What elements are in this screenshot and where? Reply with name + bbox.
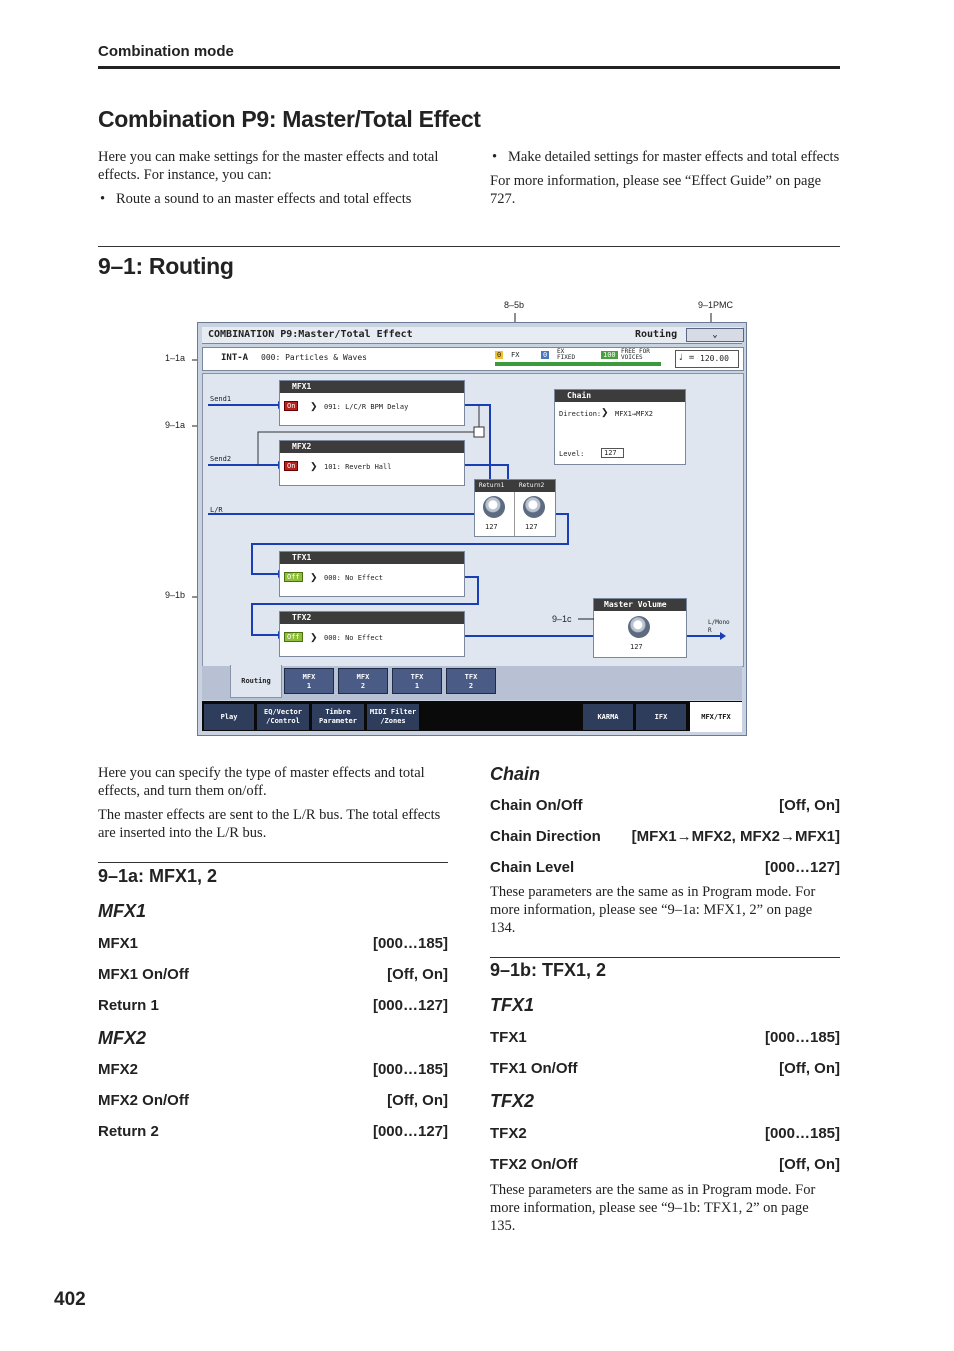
param-row [98,966,448,997]
param-name: Return 1 [98,997,159,1014]
tab-mfx1[interactable] [284,668,334,694]
master-volume-value: 127 [630,643,643,651]
param-name: TFX2 On/Off [490,1156,578,1173]
param-row [490,859,840,883]
return1-knob[interactable] [483,496,505,518]
param-name: TFX1 [490,1029,527,1046]
tfx2-select-icon[interactable]: ❯ [310,632,318,642]
tfx2-title: TFX2 [280,612,464,624]
tfx1-select-icon[interactable]: ❯ [310,572,318,582]
tab-ifx-label: IFX [654,713,668,721]
heading-tfx2: TFX2 [490,1091,535,1111]
lr-label: L/R [210,506,223,514]
fx-label: FX [511,351,520,359]
returns-box [474,479,556,537]
tab-karma[interactable] [583,704,633,730]
left-para-1: Here you can specify the type of master effects and total effects, and turn them on/off. [98,765,425,799]
tab-routing[interactable] [230,665,282,698]
chain-title[interactable]: Chain [555,390,685,402]
tab-tfx2-l2: 2 [468,682,474,690]
return2-label: Return2 [519,482,545,489]
tfx1-title: TFX1 [280,552,464,564]
chain-level-label: Level: [559,450,585,458]
param-range: [000…185] [372,935,448,952]
param-name: MFX1 [98,935,139,952]
callout-9-1c: 9–1c [552,614,572,624]
intro-para: Here you can make settings for the master effects and total effects. For instance, you can: [98,149,439,183]
param-range: [000…185] [764,1125,840,1142]
param-row [98,1061,448,1092]
tfx-note: These parameters are the same as in Program mode. For more information, please see “9–1b: TFX1, 2” on page 135. [490,1182,816,1234]
param-row [98,1123,448,1154]
tab-mfx-tfx[interactable] [690,702,742,732]
tfx2-params [490,1125,840,1180]
heading-tfx1: TFX1 [490,995,535,1015]
heading-mfx2: MFX2 [98,1028,147,1048]
intro-bullet-2: • Make detailed settings for master effects and total effects [490,148,840,166]
callout-9-1a: 9–1a [165,420,186,430]
returns-divider [514,492,515,536]
param-name: Chain Direction [490,828,601,845]
mfx1-box [279,380,465,426]
mfx2-on-toggle[interactable]: On [284,461,298,471]
param-row [490,828,840,859]
mfx1-on-toggle[interactable]: On [284,401,298,411]
tab-play[interactable] [204,704,254,730]
mfx2-effect[interactable]: 101: Reverb Hall [324,463,392,471]
param-row [98,1092,448,1123]
chevron-down-icon: ⌄ [712,330,718,340]
page-title: Combination P9: Master/Total Effect [98,106,481,132]
chain-level-value[interactable]: 127 [601,448,624,458]
tab-timbre-l2: Parameter [319,717,357,725]
param-range: [000…127] [372,1123,448,1140]
heading-mfx1: MFX1 [98,901,147,921]
param-name: Chain On/Off [490,797,583,814]
send2-label: Send2 [210,455,232,463]
bank-label[interactable]: INT-A [221,353,249,363]
param-name: Chain Level [490,859,575,876]
mfx1-title: MFX1 [280,381,464,393]
heading-9-1a: 9–1a: MFX1, 2 [98,866,218,886]
chain-box [554,389,686,465]
tab-midi-l2: /Zones [380,717,406,725]
tab-mfxtfx-label: MFX/TFX [701,713,731,721]
tab-eq-l1: EQ/Vector [264,708,302,716]
fixed-label: EX FIXED [557,348,576,361]
section-title: 9–1: Routing [98,253,234,279]
rule-9-1b [490,957,840,958]
left-para-2: The master effects are sent to the L/R bus. The total effects are inserted into the L/R bus. [98,807,441,841]
tfx2-effect[interactable]: 000: No Effect [324,634,384,642]
param-row [490,1060,840,1091]
param-row [490,797,840,828]
chain-direction-icon[interactable]: ❯ [601,407,609,417]
tab-routing-label: Routing [241,677,271,685]
tab-timbre-parameter[interactable] [312,704,364,730]
tab-karma-label: KARMA [597,713,619,721]
param-row [490,1125,840,1156]
output-label-r: R [708,627,712,634]
mfx2-box [279,440,465,486]
callout-line-9-1c [578,614,598,624]
running-header: Combination mode [98,43,234,60]
return1-value: 127 [485,523,498,531]
screen-page-name: Routing [635,329,678,340]
intro-left [98,148,448,208]
callout-9-1pmc: 9–1PMC [698,300,734,310]
page-number: 402 [54,1289,86,1310]
param-row [98,935,448,966]
master-volume-title: Master Volume [594,599,686,611]
korg-screen [197,322,747,736]
chain-direction-label: Direction: [559,410,602,418]
param-range: [MFX1→MFX2, MFX2→MFX1] [631,828,840,845]
tfx2-box [279,611,465,657]
output-label-lmono: L/Mono [708,619,730,626]
callout-1-1a: 1–1a [165,353,186,363]
tab-tfx2-l1: TFX [464,673,478,681]
rule-9-1a [98,862,448,863]
param-name: Return 2 [98,1123,159,1140]
param-row [490,1029,840,1060]
section-rule [98,246,840,247]
heading-chain: Chain [490,764,541,784]
heading-9-1b: 9–1b: TFX1, 2 [490,960,607,980]
param-name: MFX2 [98,1061,139,1078]
tab-mfx2-l2: 2 [360,682,366,690]
intro-para-2: For more information, please see “Effect Guide” on page 727. [490,173,822,207]
send1-label: Send1 [210,395,232,403]
tempo-value: 120.00 [700,354,729,363]
param-name: MFX2 On/Off [98,1092,189,1109]
param-range: [000…185] [372,1061,448,1078]
intro-bullet-1: • Route a sound to an master effects and total effects [98,190,448,208]
tab-mfx2[interactable] [338,668,388,694]
fx-count: 0 [497,351,502,359]
param-range: [000…127] [764,859,840,876]
tab-ifx[interactable] [636,704,686,730]
callout-9-1b: 9–1b [165,590,186,600]
param-range: [Off, On] [779,797,840,814]
screen-title: COMBINATION P9:Master/Total Effect [208,329,413,340]
return2-knob[interactable] [523,496,545,518]
tab-tfx2[interactable] [446,668,496,694]
combi-name[interactable]: 000: Particles & Waves [261,353,367,362]
tempo-symbol: ♩ = [678,353,695,363]
tab-mfx2-l1: MFX [356,673,370,681]
chain-params [490,797,840,883]
tab-midi-l1: MIDI Filter [369,708,417,716]
callout-8-5b: 8–5b [504,300,525,310]
tab-tfx1[interactable] [392,668,442,694]
param-range: [Off, On] [779,1060,840,1077]
tfx2-on-toggle[interactable]: Off [284,632,303,642]
param-range: [Off, On] [387,966,448,983]
param-range: [000…185] [764,1029,840,1046]
param-range: [Off, On] [387,1092,448,1109]
mfx2-title: MFX2 [280,441,464,453]
return2-value: 127 [525,523,538,531]
fixed-count: 0 [543,351,548,359]
voices-count: 100 [603,351,616,359]
tab-tfx1-l2: 1 [414,682,420,690]
left-intro [98,764,448,842]
param-name: TFX2 [490,1125,527,1142]
mfx1-effect[interactable]: 091: L/C/R BPM Delay [324,403,409,411]
tab-eq-vector[interactable] [257,704,309,730]
param-range: [Off, On] [779,1156,840,1173]
voices-label: FREE FOR VOICES [621,348,650,361]
mfx2-select-icon[interactable]: ❯ [310,461,318,471]
tab-mfx1-l1: MFX [302,673,316,681]
master-volume-box [593,598,687,658]
tab-play-label: Play [220,713,238,721]
param-row [98,997,448,1028]
param-name: TFX1 On/Off [490,1060,578,1077]
header-rule [98,66,840,69]
mfx1-params [98,935,448,1028]
tfx1-box [279,551,465,597]
tab-timbre-l1: Timbre [325,708,351,716]
intro-right [490,148,840,208]
tab-tfx1-l1: TFX [410,673,424,681]
chain-note: These parameters are the same as in Program mode. For more information, please see “9–1a: MFX1, 2” on page 134. [490,884,816,936]
tfx1-on-toggle[interactable]: Off [284,572,303,582]
param-range: [000…127] [372,997,448,1014]
param-row [490,1156,840,1180]
tab-mfx1-l2: 1 [306,682,312,690]
master-volume-knob[interactable] [628,616,650,638]
mfx1-select-icon[interactable]: ❯ [310,401,318,411]
chain-direction-value[interactable]: MFX1→MFX2 [615,410,653,418]
return1-label: Return1 [479,482,505,489]
tfx1-params [490,1029,840,1091]
mfx2-params [98,1061,448,1154]
tab-eq-l2: /Control [266,717,300,725]
tfx1-effect[interactable]: 000: No Effect [324,574,384,582]
tab-midi-filter[interactable] [367,704,419,730]
param-name: MFX1 On/Off [98,966,189,983]
